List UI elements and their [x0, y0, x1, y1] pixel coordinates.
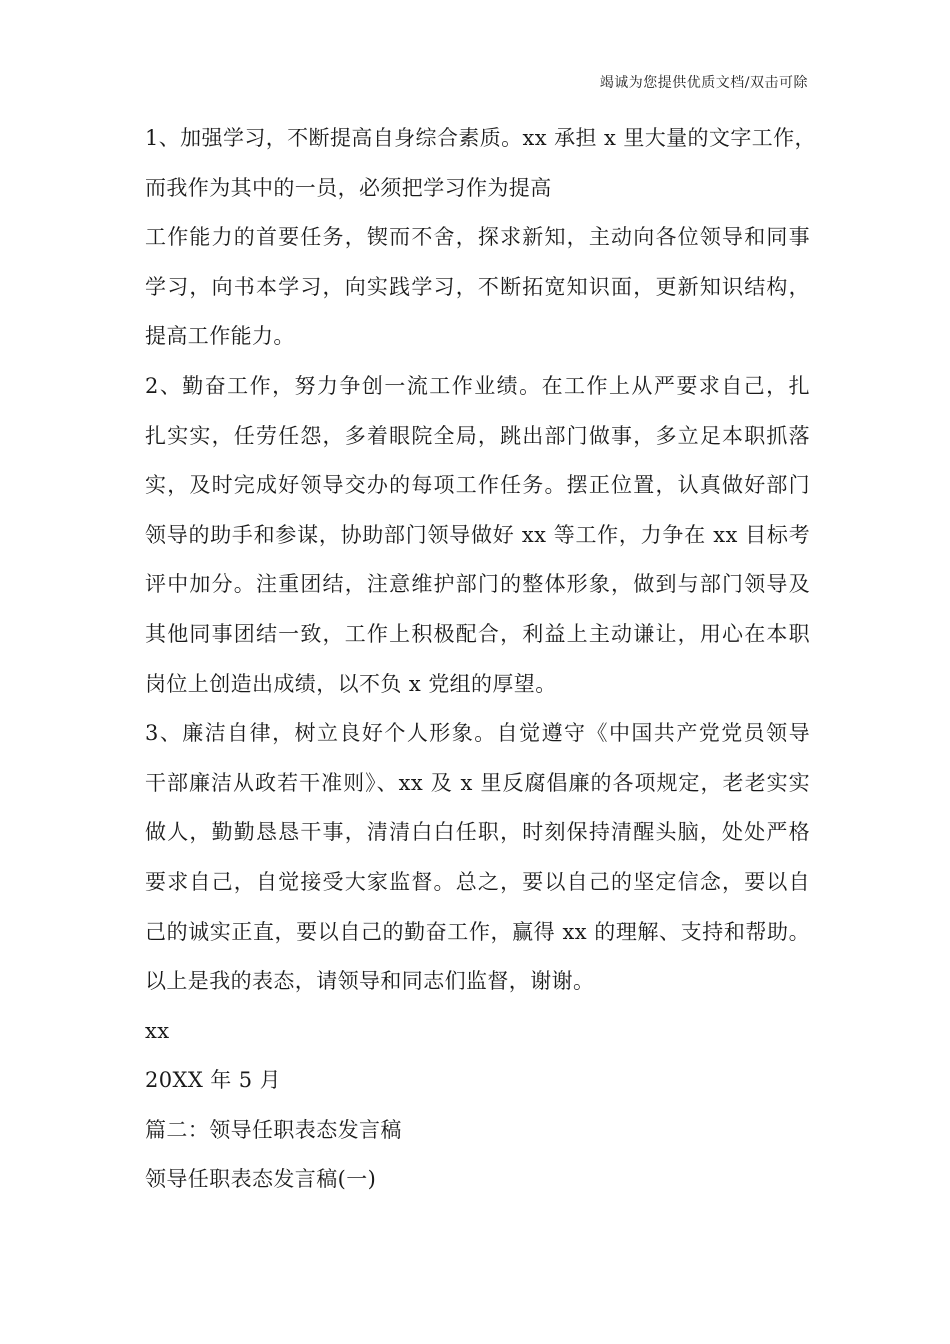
text-line: 己的诚实正直，要以自己的勤奋工作，赢得 xx 的理解、支持和帮助。 [145, 919, 810, 944]
text-line: 而我作为其中的一员，必须把学习作为提高 [145, 175, 552, 200]
text-line: 评中加分。注重团结，注意维护部门的整体形象，做到与部门领导及 [145, 572, 810, 597]
text-line: 1、加强学习，不断提高自身综合素质。xx 承担 x 里大量的文字工作， [145, 126, 816, 150]
text-line: 岗位上创造出成绩，以不负 x 党组的厚望。 [145, 671, 557, 696]
text-line: 干部廉洁从政若干准则》、xx 及 x 里反腐倡廉的各项规定，老老实实 [145, 770, 810, 795]
text-line: 其他同事团结一致，工作上积极配合，利益上主动谦让，用心在本职 [145, 621, 810, 646]
signature-name: xx [145, 1018, 170, 1043]
header-note: 竭诚为您提供优质文档/双击可除 [599, 75, 808, 91]
section-heading: 篇二：领导任职表态发言稿 [145, 1117, 402, 1142]
text-line: 实，及时完成好领导交办的每项工作任务。摆正位置，认真做好部门 [145, 473, 810, 498]
subsection-heading: 领导任职表态发言稿(一) [145, 1167, 377, 1192]
text-line: 学习，向书本学习，向实践学习，不断拓宽知识面，更新知识结构， [145, 274, 810, 299]
text-line: 提高工作能力。 [145, 324, 295, 349]
document-body [145, 114, 816, 1205]
text-line: 2、勤奋工作，努力争创一流工作业绩。在工作上从严要求自己，扎 [145, 373, 810, 398]
text-line: 以上是我的表态，请领导和同志们监督，谢谢。 [145, 969, 595, 994]
text-line: 工作能力的首要任务，锲而不舍，探求新知，主动向各位领导和同事 [145, 225, 810, 250]
text-line: 要求自己，自觉接受大家监督。总之，要以自己的坚定信念，要以自 [145, 869, 810, 894]
signature-date: 20XX 年 5 月 [145, 1068, 282, 1093]
text-line: 扎实实，任劳任怨，多着眼院全局，跳出部门做事，多立足本职抓落 [145, 423, 810, 448]
text-line: 做人，勤勤恳恳干事，清清白白任职，时刻保持清醒头脑，处处严格 [145, 820, 810, 845]
text-line: 领导的助手和参谋，协助部门领导做好 xx 等工作，力争在 xx 目标考 [145, 522, 810, 547]
text-line: 3、廉洁自律，树立良好个人形象。自觉遵守《中国共产党党员领导 [145, 721, 810, 746]
